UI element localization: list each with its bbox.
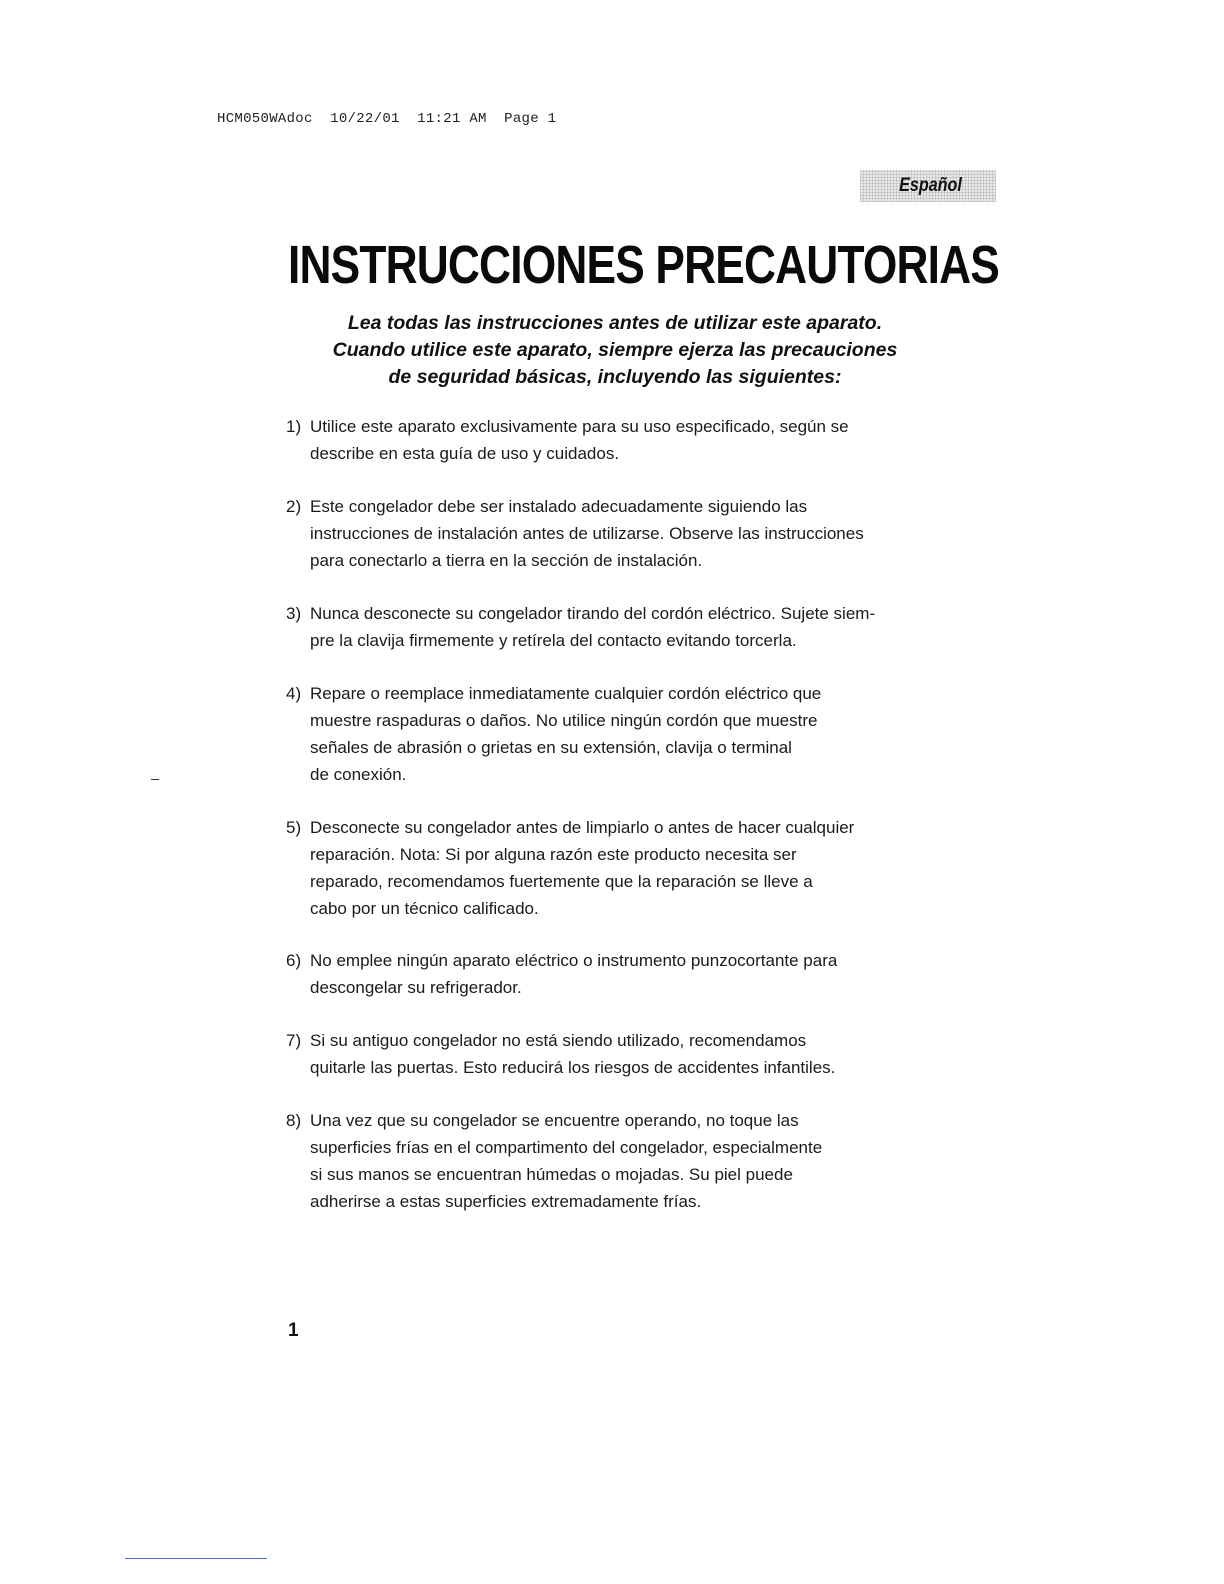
subtitle-line: Cuando utilice este aparato, siempre ejerza las precauciones xyxy=(332,339,898,361)
item-line: Utilice este aparato exclusivamente para su uso especificado, según se xyxy=(310,417,849,436)
item-line: descongelar su refrigerador. xyxy=(310,978,522,997)
item-number: 5) xyxy=(286,818,302,837)
subtitle-line: Lea todas las instrucciones antes de utilizar este aparato. xyxy=(347,312,883,334)
instruction-item xyxy=(286,493,966,574)
subtitle-line: de seguridad básicas, incluyendo las siguientes: xyxy=(388,366,842,388)
item-number: 3) xyxy=(286,604,302,623)
instruction-item xyxy=(286,600,966,654)
item-line: Si su antiguo congelador no está siendo utilizado, recomendamos xyxy=(310,1031,807,1050)
instruction-item xyxy=(286,1107,966,1215)
item-line: reparado, recomendamos fuertemente que la reparación se lleve a xyxy=(310,872,813,891)
item-number: 7) xyxy=(286,1031,302,1050)
item-number: 4) xyxy=(286,684,302,703)
instruction-item xyxy=(286,413,966,467)
item-line: adherirse a estas superficies extremadamente frías. xyxy=(310,1192,702,1211)
item-line: Nunca desconecte su congelador tirando del cordón eléctrico. Sujete siem- xyxy=(310,604,876,623)
page-number: 1 xyxy=(288,1320,299,1341)
item-line: de conexión. xyxy=(310,765,407,784)
item-line: instrucciones de instalación antes de utilizarse. Observe las instrucciones xyxy=(310,524,864,543)
instruction-item xyxy=(286,947,966,1001)
item-line: reparación. Nota: Si por alguna razón este producto necesita ser xyxy=(310,845,797,864)
bottom-rule xyxy=(125,1558,267,1559)
item-line: quitarle las puertas. Esto reducirá los riesgos de accidentes infantiles. xyxy=(310,1058,836,1077)
item-number: 6) xyxy=(286,951,302,970)
item-line: muestre raspaduras o daños. No utilice ningún cordón que muestre xyxy=(310,711,818,730)
item-line: pre la clavija firmemente y retírela del contacto evitando torcerla. xyxy=(310,631,797,650)
margin-dash xyxy=(151,779,159,780)
item-line: Este congelador debe ser instalado adecuadamente siguiendo las xyxy=(310,497,808,516)
language-tab xyxy=(860,170,996,202)
item-line: superficies frías en el compartimento del congelador, especialmente xyxy=(310,1138,823,1157)
item-line: cabo por un técnico calificado. xyxy=(310,899,539,918)
page-title: INSTRUCCIONES PRECAUTORIAS xyxy=(288,235,1000,295)
item-line: Una vez que su congelador se encuentre operando, no toque las xyxy=(310,1111,799,1130)
item-line: Repare o reemplace inmediatamente cualquier cordón eléctrico que xyxy=(310,684,822,703)
item-number: 1) xyxy=(286,417,302,436)
instruction-item xyxy=(286,814,966,922)
item-line: describe en esta guía de uso y cuidados. xyxy=(310,444,620,463)
item-line: No emplee ningún aparato eléctrico o instrumento punzocortante para xyxy=(310,951,838,970)
instruction-item xyxy=(286,1027,966,1081)
instruction-item xyxy=(286,680,966,788)
item-number: 8) xyxy=(286,1111,302,1130)
language-tab-label: Español xyxy=(899,175,962,196)
item-number: 2) xyxy=(286,497,302,516)
item-line: para conectarlo a tierra en la sección de instalación. xyxy=(310,551,703,570)
item-line: Desconecte su congelador antes de limpiarlo o antes de hacer cualquier xyxy=(310,818,855,837)
item-line: señales de abrasión o grietas en su extensión, clavija o terminal xyxy=(310,738,792,757)
page-header: HCM050WAdoc 10/22/01 11:21 AM Page 1 xyxy=(217,111,557,127)
subtitle xyxy=(270,310,960,391)
item-line: si sus manos se encuentran húmedas o mojadas. Su piel puede xyxy=(310,1165,793,1184)
